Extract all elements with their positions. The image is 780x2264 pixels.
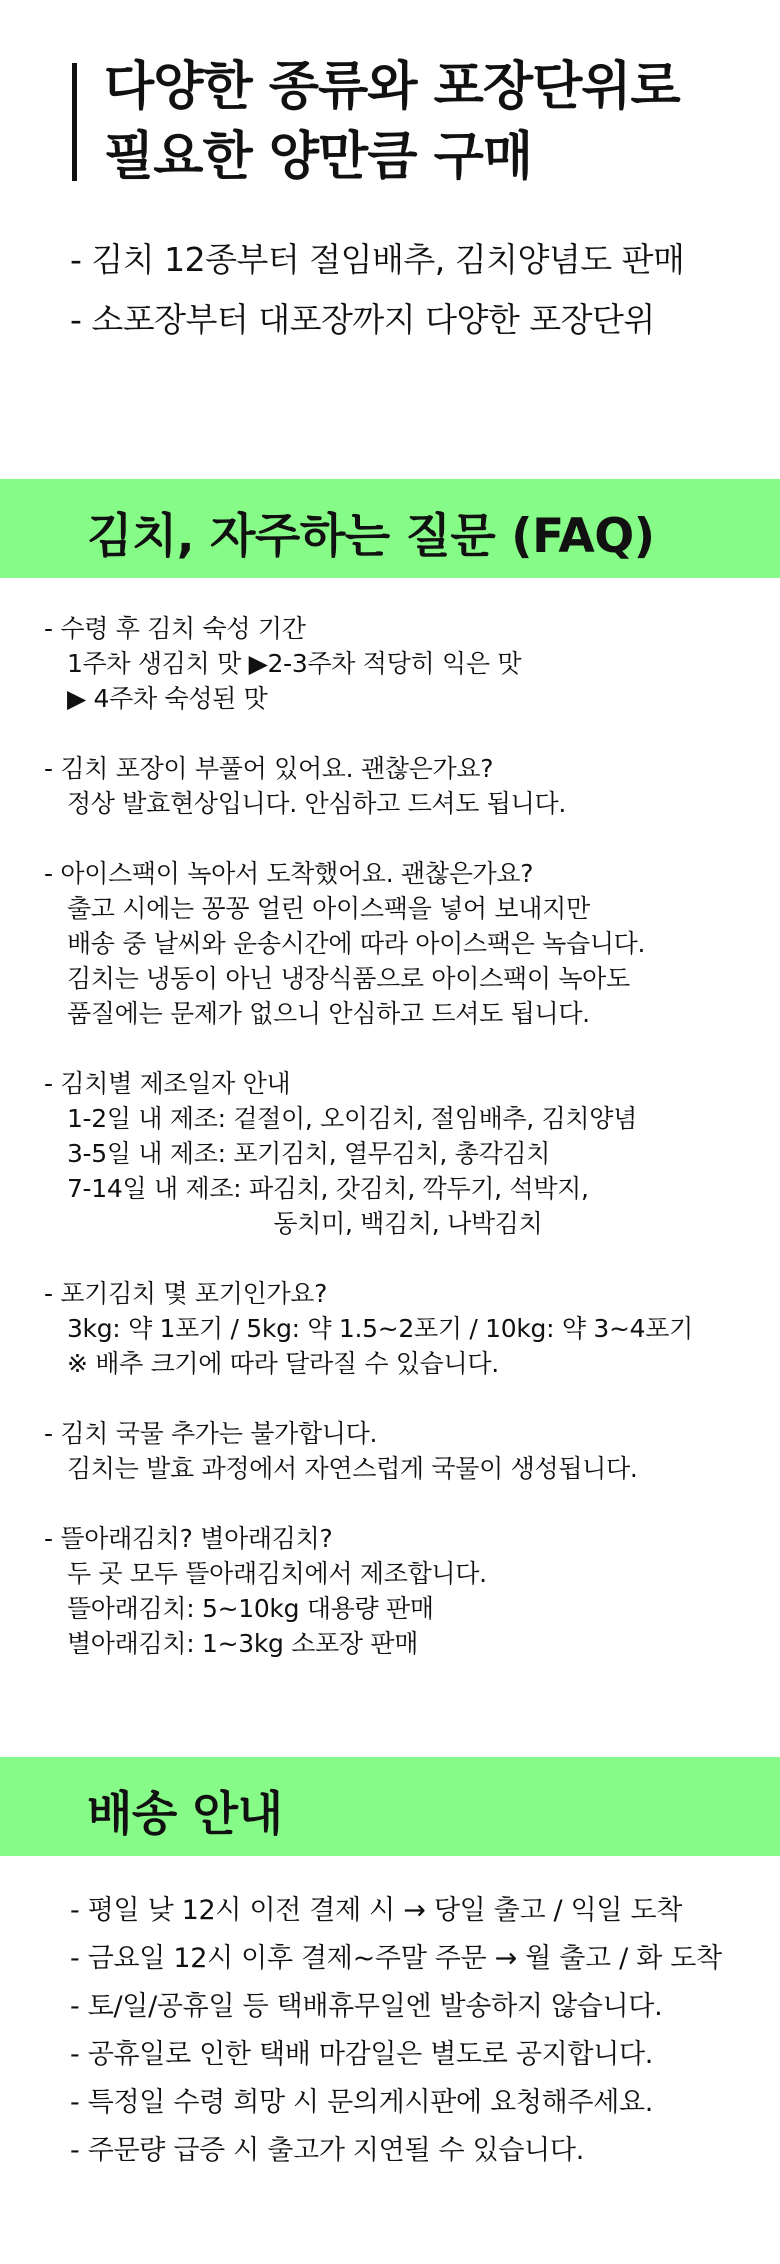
shipping-item: - 공휴일로 인한 택배 마감일은 별도로 공지합니다.: [70, 2039, 654, 2070]
faq-answer: 김치는 발효 과정에서 자연스럽게 국물이 생성됩니다.: [44, 1454, 638, 1483]
faq-question: - 김치 국물 추가는 불가합니다.: [44, 1419, 378, 1448]
faq-item: [44, 611, 764, 716]
faq-answer: 배송 중 날씨와 운송시간에 따라 아이스팩은 녹습니다.: [44, 929, 646, 958]
faq-answer: 1-2일 내 제조: 겉절이, 오이김치, 절임배추, 김치양념: [44, 1104, 637, 1133]
faq-answer: 출고 시에는 꽁꽁 얼린 아이스팩을 넣어 보내지만: [44, 894, 590, 923]
intro-title-line: 필요한 양만큼 구매: [104, 127, 533, 187]
faq-question: - 아이스팩이 녹아서 도착했어요. 괜찮은가요?: [44, 859, 534, 888]
shipping-list: [70, 1887, 770, 2175]
faq-item: [44, 1276, 764, 1381]
intro-bullet: - 소포장부터 대포장까지 다양한 포장단위: [70, 300, 655, 339]
faq-answer: 동치미, 백김치, 나박김치: [44, 1209, 543, 1238]
shipping-title: 배송 안내: [87, 1787, 283, 1842]
intro-title: [104, 52, 744, 192]
shipping-item: - 금요일 12시 이후 결제~주말 주문 → 월 출고 / 화 도착: [70, 1943, 722, 1974]
intro-section: [0, 0, 780, 480]
faq-question: - 뜰아래김치? 별아래김치?: [44, 1524, 333, 1553]
faq-answer: 3kg: 약 1포기 / 5kg: 약 1.5~2포기 / 10kg: 약 3~4포기: [44, 1314, 693, 1343]
faq-list: [44, 611, 764, 1696]
faq-answer: 7-14일 내 제조: 파김치, 갓김치, 깍두기, 석박지,: [44, 1174, 589, 1203]
faq-answer: 1주차 생김치 맛 ▶2-3주차 적당히 익은 맛: [44, 649, 522, 678]
intro-bullet: - 김치 12종부터 절임배추, 김치양념도 판매: [70, 240, 685, 279]
faq-item: [44, 1066, 764, 1241]
shipping-item: - 토/일/공휴일 등 택배휴무일엔 발송하지 않습니다.: [70, 1991, 663, 2022]
faq-question: - 포기김치 몇 포기인가요?: [44, 1279, 328, 1308]
faq-answer: 별아래김치: 1~3kg 소포장 판매: [44, 1629, 419, 1658]
faq-item: [44, 1416, 764, 1486]
faq-answer: 두 곳 모두 뜰아래김치에서 제조합니다.: [44, 1559, 487, 1588]
intro-title-line: 다양한 종류와 포장단위로: [104, 57, 680, 117]
faq-item: [44, 1521, 764, 1661]
shipping-item: - 평일 낮 12시 이전 결제 시 → 당일 출고 / 익일 도착: [70, 1895, 683, 1926]
faq-item: [44, 856, 764, 1031]
faq-title: 김치, 자주하는 질문 (FAQ): [87, 509, 655, 564]
faq-question: - 김치별 제조일자 안내: [44, 1069, 291, 1098]
faq-item: [44, 751, 764, 821]
faq-answer: ▶ 4주차 숙성된 맛: [44, 684, 268, 713]
faq-answer: 3-5일 내 제조: 포기김치, 열무김치, 총각김치: [44, 1139, 551, 1168]
faq-answer: 정상 발효현상입니다. 안심하고 드셔도 됩니다.: [44, 789, 566, 818]
shipping-header-band: [0, 1757, 780, 1856]
faq-header-band: [0, 479, 780, 578]
faq-question: - 수령 후 김치 숙성 기간: [44, 614, 306, 643]
faq-answer: ※ 배추 크기에 따라 달라질 수 있습니다.: [44, 1349, 499, 1378]
shipping-item: - 주문량 급증 시 출고가 지연될 수 있습니다.: [70, 2135, 584, 2166]
shipping-item: - 특정일 수령 희망 시 문의게시판에 요청해주세요.: [70, 2087, 654, 2118]
accent-bar: [72, 63, 77, 181]
faq-answer: 품질에는 문제가 없으니 안심하고 드셔도 됩니다.: [44, 999, 590, 1028]
faq-answer: 뜰아래김치: 5~10kg 대용량 판매: [44, 1594, 434, 1623]
faq-answer: 김치는 냉동이 아닌 냉장식품으로 아이스팩이 녹아도: [44, 964, 630, 993]
faq-question: - 김치 포장이 부풀어 있어요. 괜찮은가요?: [44, 754, 494, 783]
